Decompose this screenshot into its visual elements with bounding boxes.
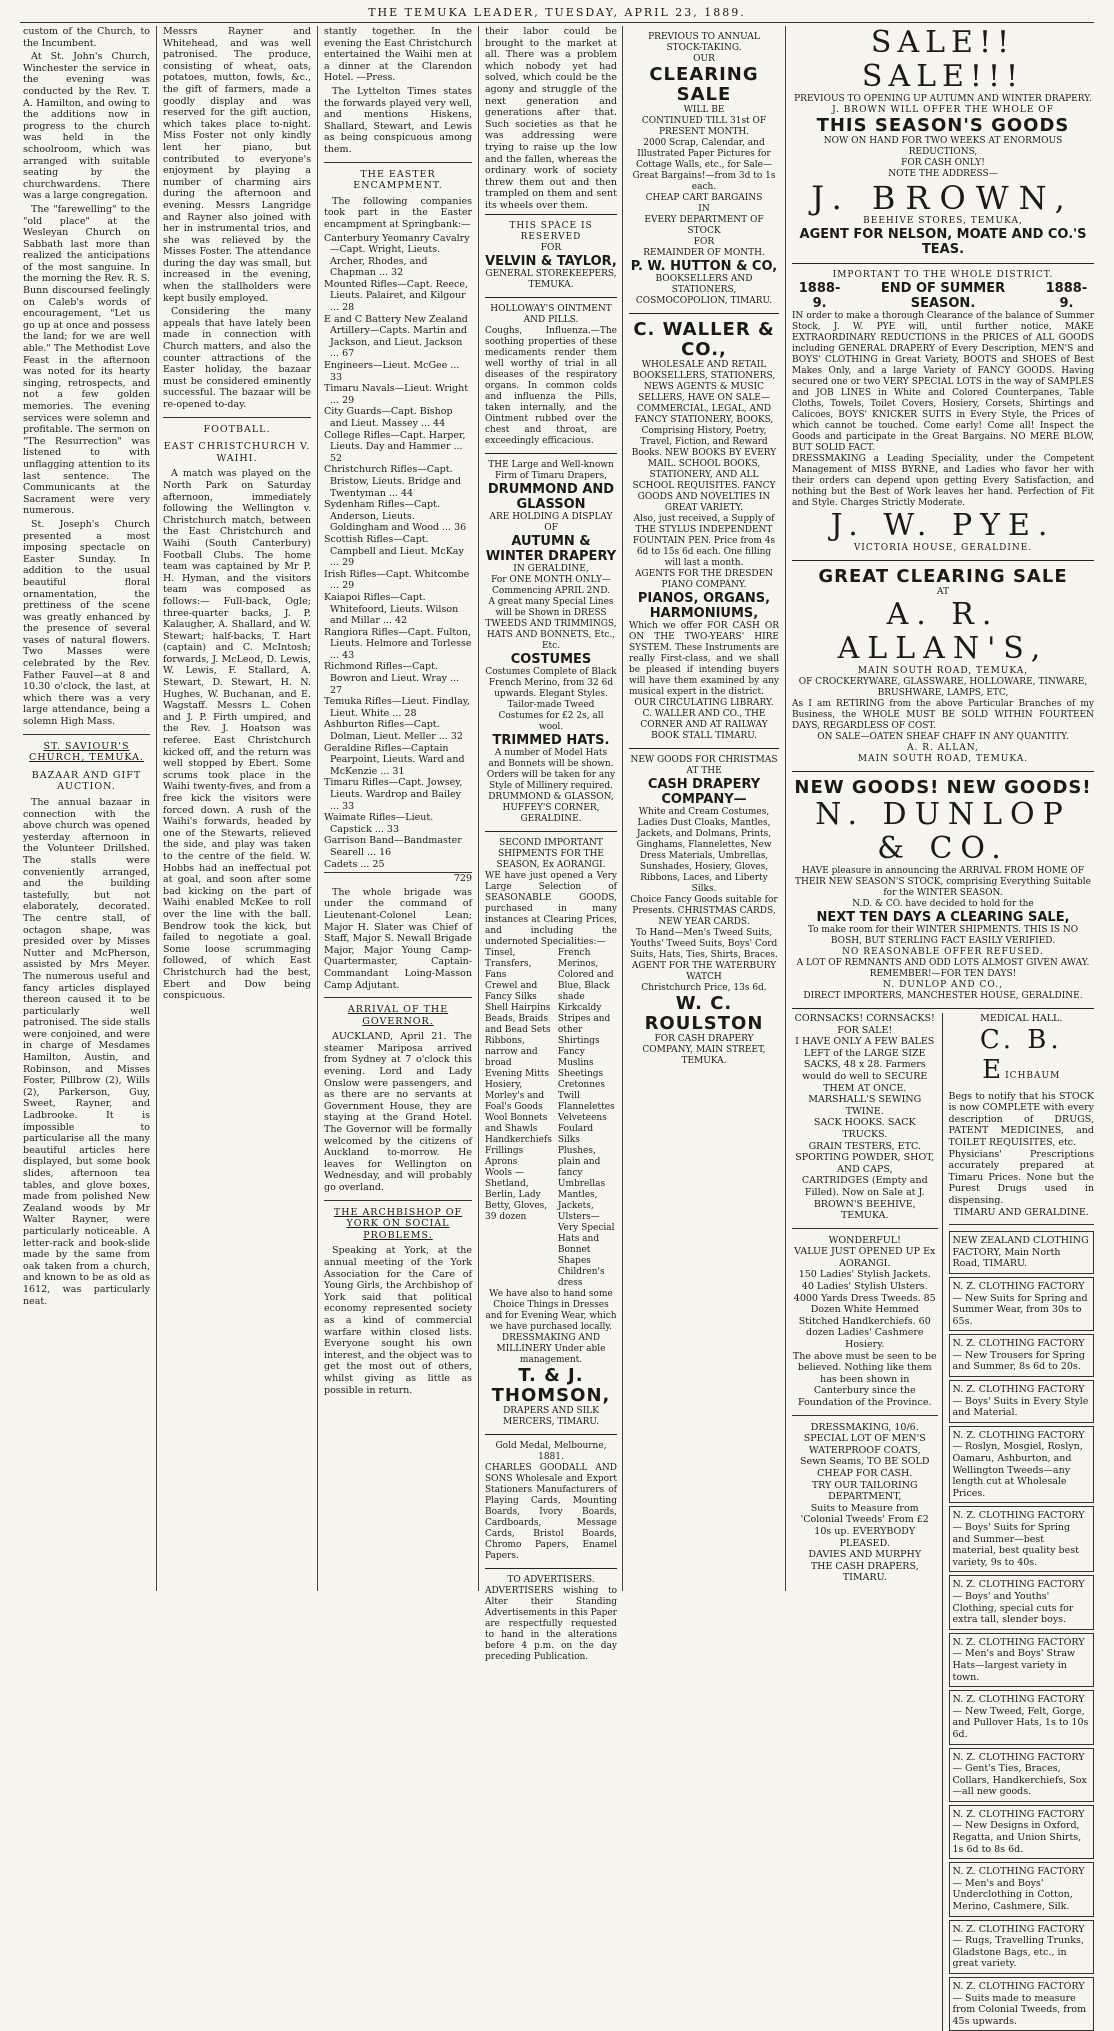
speciality-item: Hats and Bonnet Shapes (557, 1233, 600, 1266)
ad-line: MAIN SOUTH ROAD, TEMUKA, (857, 666, 1029, 676)
ad-line: DIRECT IMPORTERS, MANCHESTER HOUSE, GERALDINE. (803, 991, 1083, 1001)
ad-body: Physicians' Prescriptions accurately prepared at Timaru Prices. None but the Purest Drugs used in dispensing. (948, 1148, 1094, 1206)
speciality-item: Children's dress (557, 1266, 605, 1288)
ad-line: SECOND IMPORTANT SHIPMENTS FOR THE SEASON, Ex AORANGI. (496, 837, 606, 870)
advertisement-brown-sale (792, 26, 1094, 263)
column-rule (785, 26, 786, 1591)
ad-body: 2000 Scrap, Calendar, and Illustrated Paper Pictures for Cottage Walls, etc., for Sale—Great Bargains!—from 3d to 1s each. (632, 138, 776, 192)
ad-line: NO REASONABLE OFFER REFUSED. (842, 947, 1044, 957)
speciality-item: Foulard Silks (557, 1123, 594, 1145)
ad-line: J. BROWN WILL OFFER THE WHOLE OF (832, 105, 1054, 115)
speciality-item: Aprons (485, 1156, 518, 1167)
ad-headline: CORNSACKS! CORNSACKS! (794, 1013, 935, 1024)
paragraph: custom of the Church, to the Incumbent. (23, 26, 150, 49)
ad-line: DRESSMAKING AND MILLINERY Under able management. (496, 1332, 606, 1365)
article-headline: THE EASTER ENCAMPMENT. (353, 168, 443, 192)
ad-body: The above must be seen to be believed. Nothing like them has been shown in Canterbury since the Foundation of the Province. (792, 1350, 937, 1408)
ad-body: Begs to notify that his STOCK is now COMPLETE with every description of DRUGS, PATENT MEDICINES, and TOILET REQUISITES, etc. (948, 1090, 1094, 1148)
ad-line: PREVIOUS TO OPENING UP AUTUMN AND WINTER DRAPERY. (794, 94, 1092, 104)
ad-body: Choice Fancy Goods suitable for Presents. CHRISTMAS CARDS, NEW YEAR CARDS. (630, 895, 778, 927)
ad-firm-name: P. W. HUTTON & CO, (630, 259, 778, 274)
ad-line: Sewn Seams, TO BE SOLD CHEAP FOR CASH. (800, 1456, 930, 1479)
masthead: THE TEMUKA LEADER, TUESDAY, APRIL 23, 1889. (20, 6, 1094, 23)
unit-entry: Canterbury Yeomanry Cavalry—Capt. Wright, Lieuts. Archer, Rhodes, and Chapman ... 32 (324, 232, 470, 279)
list-item: N. Z. CLOTHING FACTORY— Rugs, Travelling Trunks, Gladstone Bags, etc., in great variety. (949, 1920, 1095, 1974)
ad-line: SPORTING POWDER, SHOT, AND CAPS, (795, 1152, 935, 1175)
ad-year: 1888-9. (1045, 281, 1088, 311)
ad-firm-name: J. BROWN, (811, 179, 1075, 217)
ad-headline: SALE!! SALE!!! (861, 25, 1025, 94)
specialities-list (485, 948, 617, 1289)
list-item: N. Z. CLOTHING FACTORY— New Designs in Oxford, Regatta, and Union Shirts, 1s 6d to 8s 6d. (949, 1805, 1095, 1859)
ad-body: Costumes Complete of Black French Merino, from 32 6d upwards. Elegant Styles. Tailor-made Tweed Costumes for £2 2s, all wool. (485, 666, 617, 732)
divider (324, 997, 472, 998)
paragraph: Messrs Rayner and Whitehead, and was well patronised. The produce, consisting of wheat, oats, potatoes, mutton, fowls, &c., the gift of farmers, made a goodly display and was reserved for the gift auction, which takes place to-night. Miss Foster not only kindly lent her piano, but contributed to everyone's enjoyment by playing a number of charming airs during the afternoon and evening. Messrs Langridge and Rayner also joined with her in instrumental trios, and she was relieved by the Misses Foster. The attendance during the day was small, but increased in the evening, when the stallholders were kept busily employed. (163, 26, 311, 304)
advertisement-allan (792, 560, 1094, 771)
unit-entry: Mounted Rifles—Capt. Reece, Lieuts. Palairet, and Kilgour ... 28 (324, 278, 468, 314)
speciality-item: Beads, Braids and Bead Sets (485, 1013, 551, 1035)
ad-line: GRAIN TESTERS, ETC. (808, 1140, 921, 1152)
ad-body: WE have just opened a Very Large Selection of SEASONABLE GOODS, purchased in many instances at Clearing Prices, and including the undernoted Specialities:— (485, 870, 617, 947)
ad-line: IMPORTANT TO THE WHOLE DISTRICT. (832, 270, 1054, 280)
ad-firm-name: J. W. PYE. (830, 508, 1056, 543)
paragraph: St. Joseph's Church presented a most imposing spectacle on Easter Sunday. In addition to the usual beautiful floral ornamentation, the prettiness of the scene was greatly enhanced by the presence of several vases of natural flowers. Two Masses were celebrated by the Rev. Father Fauvel—at 8 and 10.30 o'clock, the last, at which there was a very large attendance, being a solemn High Mass. (23, 518, 150, 728)
ad-headline: MEDICAL HALL. (980, 1013, 1063, 1024)
divider (163, 417, 311, 418)
ad-line: TRIMMED HATS. (492, 732, 610, 748)
ad-line: OUR (693, 54, 715, 64)
ad-headline: THIS SEASON'S GOODS (816, 115, 1070, 136)
list-item: N. Z. CLOTHING FACTORY— New Suits for Spring and Summer Wear, from 30s to 65s. (949, 1277, 1095, 1331)
unit-entry: Geraldine Rifles—Captain Pearpoint, Lieuts. Ward and McKenzie ... 31 (324, 742, 465, 777)
ad-headline: PIANOS, ORGANS, HARMONIUMS, (637, 591, 771, 621)
ad-body: 150 Ladies' Stylish Jackets. 40 Ladies' Stylish Ulsters. 4000 Yards Dress Tweeds. 85 Dozen White Hemmed Stitched Handkerchiefs. 60 dozen Ladies' Cashmere Hosiery. (793, 1269, 936, 1351)
ad-line: AGENTS FOR THE DRESDEN PIANO COMPANY. (634, 569, 774, 590)
ad-firm-name: W. C. ROULSTON (644, 993, 764, 1034)
speciality-item: Shell Hairpins (485, 1002, 551, 1013)
ad-body: Which we offer FOR CASH OR ON THE TWO-YEARS' HIRE SYSTEM. These Instruments are really First-class, and we shall be pleased if intending buyers will have them examined by any musical expert in the district. (629, 621, 779, 697)
divider (792, 1228, 938, 1229)
ad-line: SPECIAL LOT OF MEN'S WATERPROOF COATS, (803, 1433, 926, 1456)
ad-line: TRY OUR TAILORING DEPARTMENT, (811, 1479, 918, 1503)
ad-line: BEEHIVE STORES, TEMUKA, (863, 216, 1023, 226)
advertisement-thomson (485, 831, 617, 1434)
ad-line: WHOLESALE AND RETAIL BOOKSELLERS, STATIONERS, NEWS AGENTS & MUSIC SELLERS, HAVE ON SALE— (632, 360, 776, 403)
list-item: N. Z. CLOTHING FACTORY— Roslyn, Mosgiel, Roslyn, Oamaru, Ashburton, and Wellington Tweeds—any length cut at Wholesale Prices. (949, 1426, 1095, 1504)
column-2 (158, 26, 316, 1591)
speciality-item: Tinsel, Transfers, Fans (485, 947, 532, 980)
advertisement-clearing-sale (629, 26, 779, 313)
ad-headline-text: END OF SUMMER SEASON. (880, 281, 1006, 311)
ad-line: Suits to Measure from 'Colonial Tweeds' From £2 10s up. EVERYBODY PLEASED. (800, 1502, 929, 1549)
ad-line: DRAPERS AND SILK MERCERS, TIMARU. (502, 1405, 600, 1427)
ad-headline: CASH DRAPERY COMPANY— (647, 777, 761, 807)
nz-factory-list (949, 1231, 1095, 2031)
ad-body: We have also to hand some Choice Things in Dresses and for Evening Wear, which we have purchased locally. (485, 1288, 617, 1332)
unit-entry: College Rifles—Capt. Harper, Lieuts. Day and Hammer ... 52 (324, 429, 466, 464)
ad-headline: DRESSMAKING, 10/6. (810, 1421, 919, 1433)
bottom-left-ads (792, 1013, 943, 2031)
ad-body: COMMERCIAL, LEGAL, AND FANCY STATIONERY, BOOKS, Comprising History, Poetry, Travel, Fiction, and Reward Books. NEW BOOKS BY EVERY MAIL. SCHOOL BOOKS, STATIONERY, AND ALL SCHOOL REQUISITES. FANCY GOODS AND NOVELTIES IN GREAT VARIETY. (631, 404, 777, 513)
notice-advertisers (485, 1568, 617, 1669)
ad-line: VALUE JUST OPENED UP Ex AORANGI. (794, 1246, 936, 1269)
column-rule (156, 26, 157, 1591)
column-rule (478, 26, 479, 1591)
ad-line: THE Large and Well-known Firm of Timaru Drapers, (488, 459, 614, 481)
list-item: N. Z. CLOTHING FACTORY— New Tweed, Felt, Gorge, and Pullover Hats, 1s to 10s 6d. (949, 1690, 1095, 1744)
list-item: N. Z. CLOTHING FACTORY— Boys' and Youths' Clothing, special cuts for extra tall, slender boys. (949, 1575, 1095, 1629)
column-4 (480, 26, 622, 1662)
unit-entry: Ashburton Rifles—Capt. Dolman, Lieut. Meller ... 32 (324, 719, 463, 743)
unit-entry: Kaiapoi Rifles—Capt. Whitefoord, Lieuts. Wilson and Millar ... 42 (324, 591, 459, 627)
ad-line: IN (698, 204, 710, 214)
paragraph: The following companies took part in the Easter encampment at Springbank:— (324, 195, 472, 230)
ad-line: A LOT OF REMNANTS AND ODD LOTS ALMOST GIVEN AWAY. (796, 958, 1090, 968)
ad-line: FOR (693, 237, 715, 247)
speciality-item: Mantles, Jackets, Ulsters—Very Special (557, 1189, 615, 1233)
list-item: NEW ZEALAND CLOTHING FACTORY, Main North Road, TIMARU. (949, 1231, 1095, 1274)
ad-line: Christchurch Price, 13s 6d. (641, 983, 767, 993)
ad-line: FOR CASH DRAPERY COMPANY, MAIN STREET, TEMUKA. (642, 1034, 766, 1066)
ad-line: BOOKSELLERS AND STATIONERS, COSMOCOPOLION, TIMARU. (635, 274, 773, 306)
ad-line: TEMUKA. (528, 279, 574, 290)
paragraph: AUCKLAND, April 21. The steamer Mariposa arrived from Sydney at 7 o'clock this evening. Lord and Lady Onslow were passengers, and as there are no servants at Government House, they are staying at the Grand Hotel. The Governor will be formally welcomed by the citizens of Auckland to-morrow. He leaves for Wellington on Wednesday, and will probably go overland. (324, 1031, 472, 1193)
ad-line: WILL BE (683, 105, 725, 115)
ad-body: As I am RETIRING from the above Particular Branches of my Business, the WHOLE MUST BE SOLD WITHIN FOURTEEN DAYS, REGARDLESS OF COST. (792, 699, 1094, 731)
ad-line: OF CROCKERYWARE, GLASSWARE, HOLLOWARE, TINWARE, BRUSHWARE, LAMPS, ETC, (798, 677, 1088, 698)
speciality-item: Twill Flannelettes (557, 1090, 615, 1112)
speciality-item: Ribbons, narrow and broad (485, 1035, 538, 1068)
bottom-right-ads (949, 1013, 1095, 2031)
ad-body: To make room for their WINTER SHIPMENTS. THIS IS NO BOSH, BUT STERLING FACT EASILY VERIFIED. (807, 925, 1079, 946)
advertisement-dunlop (792, 771, 1094, 1008)
ad-signature: DRUMMOND & GLASSON, HUFFEY'S CORNER, GERALDINE. (488, 791, 614, 824)
ad-year: 1888-9. (798, 281, 841, 311)
ad-firm-name: T. & J. THOMSON, (491, 1364, 611, 1406)
ad-line: EVERY DEPARTMENT OF STOCK (644, 215, 764, 236)
paragraph: Speaking at York, at the annual meeting of the York Association for the Care of Young Girls, the Archbishop of York said that political economy represented society as a kind of commercial warfare within closed lists. Everyone sought his own interest, and the object was to get the most out of others, whilst giving as little as possible in return. (324, 1245, 472, 1396)
ad-headline (792, 281, 1094, 311)
unit-total: 729 (324, 872, 472, 885)
unit-entry: Cadets ... 25 (324, 858, 385, 870)
paragraph: The "farewelling" to the "old place" at the Wesleyan Church on Sabbath last more than realized the anticipations of the most sanguine. In the morning the Rev. R. S. Bunn discoursed feelingly on Caleb's words of encouragement, "Let us go up at once and possess the land; for we are well able." The Methodist Love Feast in the afternoon was noted for its hearty singing, retrospects, and not a few golden memories. The evening services were solemn and profitable. The sermon on "The Resurrection" was listened to with unflagging attention to its last sentence. The Communicants at the Sacrament were very numerous. (23, 203, 150, 517)
ad-line: ARE HOLDING A DISPLAY OF (489, 511, 613, 533)
unit-entry: Garrison Band—Bandmaster Searell ... 16 (324, 835, 462, 858)
ad-line: NOW ON HAND FOR TWO WEEKS AT ENORMOUS REDUCTIONS, (823, 136, 1063, 157)
advertisement-waller (629, 313, 779, 748)
ad-body: White and Cream Costumes, Ladies Dust Cloaks, Mantles, Jackets, and Dolmans, Prints, Ginghams, Flannelettes, New Dress Materials, Umbrellas, Sunshades, Hosiery, Gloves, Ribbons, Laces, and Liberty Silks. (636, 807, 772, 894)
ad-line: N. DUNLOP AND CO., (883, 980, 1003, 990)
ad-line: ON SALE—OATEN SHEAF CHAFF IN ANY QUANTITY. (817, 732, 1069, 742)
list-item: N. Z. CLOTHING FACTORY— Men's and Boys' Straw Hats—largest variety in town. (949, 1633, 1095, 1687)
ad-line: NEW GOODS FOR CHRISTMAS AT THE (630, 755, 778, 776)
paragraph: The whole brigade was under the command of Lieutenant-Colonel Lean; Major H. Slater was Chief of Staff, Major S. Newall Brigade Major, Major Young Camp-Quartermaster, Captain-Commandant Loing-Masson Camp Adjutant. (324, 886, 472, 991)
ad-title: TO ADVERTISERS. (507, 1574, 595, 1585)
ad-line: TIMARU AND GERALDINE. (953, 1206, 1089, 1218)
ad-firm-name: N. DUNLOP & CO. (815, 797, 1071, 866)
ad-line: OUR CIRCULATING LIBRARY. (634, 698, 774, 708)
speciality-item: Wools — Shetland, Berlin, Lady Betty, Gloves, 39 dozen (485, 1167, 548, 1222)
unit-entry: Richmond Rifles—Capt. Bowron and Lieut. Wray ... 27 (324, 661, 460, 696)
list-item: N. Z. CLOTHING FACTORY— New Trousers for Spring and Summer, 8s 6d to 20s. (949, 1334, 1095, 1377)
ad-line: AGENT FOR NELSON, MOATE AND CO.'S TEAS. (799, 227, 1087, 257)
speciality-item: Kirkcaldy Stripes and other Shirtings (557, 1002, 611, 1046)
divider (324, 1200, 472, 1201)
ad-line: CONTINUED TILL 31st OF PRESENT MONTH. (641, 116, 767, 137)
unit-entry: Engineers—Lieut. McGee ... 33 (324, 360, 460, 383)
article-headline: ARRIVAL OF THE GOVERNOR. (347, 1004, 449, 1027)
ad-line: Gold Medal, Melbourne, 1881. (495, 1440, 607, 1462)
ad-firm-name: A. R. ALLAN'S, (837, 597, 1049, 666)
ad-line: VELVIN & TAYLOR, (485, 253, 617, 269)
ad-firm-name (949, 1025, 1095, 1091)
ad-line: NOTE THE ADDRESS— (888, 169, 998, 179)
ad-title: HOLLOWAY'S OINTMENT AND PILLS. (490, 303, 612, 325)
unit-entry: Timaru Rifles—Capt. Jowsey, Lieuts. Wardrop and Bailey ... 33 (324, 777, 463, 812)
unit-entry: E and C Battery New Zealand Artillery—Capts. Martin and Jackson, and Lieut. Jackson ... 67 (324, 313, 468, 360)
advertisement-holloway (485, 297, 617, 453)
column-5 (624, 26, 784, 1591)
ad-body: Coughs, Influenza.—The soothing properties of these medicaments render them well worthy of trial in all diseases of the respiratory organs. In common colds and influenza the Pills, taken internally, and the Ointment rubbed over the chest and throat, are exceedingly efficacious. (485, 325, 617, 446)
ad-line: REMAINDER OF MONTH. (643, 248, 765, 258)
ad-body: IN order to make a thorough Clearance of the balance of Summer Stock, J. W. PYE will, until further notice, MAKE EXTRAORDINARY REDUCTIONS in the PRICES of ALL GOODS including GENERAL DRAPERY of Every Description, MEN'S and BOYS' CLOTHING in Great Variety, BOOTS and SHOES of Best Makes Only, and a large Variety of FANCY GOODS. Having secured one or two VERY SPECIAL LOTS in the way of SAMPLES and JOB LINES in White and Colored Counterpanes, Table Cloths, Towels, Toilet Covers, Hosiery, Corsets, Shirtings and Calicoes, BOYS' KNICKER SUITS in Every Style, the Prices of which cannot be touched. Come early! Come all! Inspect the Goods and participate in the Great Bargains. NO MERE BLOW, BUT SOLID FACT. (792, 311, 1094, 453)
column-rule (317, 26, 318, 1591)
speciality-item: Umbrellas (557, 1178, 606, 1189)
speciality-item: Evening Mitts (485, 1068, 550, 1079)
list-item: N. Z. CLOTHING FACTORY— Men's and Boys' Underclothing in Cotton, Merino, Cashmere, Silk. (949, 1862, 1095, 1916)
paragraph: Considering the many appeals that have lately been made in connection with Church matters, and also the counter attractions of the Easter holiday, the bazaar must be considered eminently successful. The bazaar will be re-opened to-day. (163, 306, 311, 410)
speciality-item: French Merinos, Colored and Blue, Black shade (557, 947, 614, 1002)
paragraph: A match was played on the North Park on Saturday afternoon, immediately following the Wellington v. Christchurch match, between the East Christchurch and Waihi (South Canterbury) Football Clubs. The home team was captained by Mr P. H. Hyman, and the visitors team was composed as follows:— Full-back, Ogle; three-quarter backs, J. P. Kalaugher, A. Shallard, and W. Stewart; half-backs, T. Hart (captain) and C. McIntosh; forwards, J. McLeod, D. Lewis, W. Lewis, F. Stallard, A. Stewart, D. Stewart, H. N. Hughes, W. Buchanan, and E. Wagstaff. Messrs L. Cohen and J. P. Firth umpired, and the Rev. J. Hoatson was referee. East Christchurch kicked off, and the return was well stopped by Ebert. Some scrums took place in the Waihi twenty-fives, and from a free kick the visitors were forced down. A rush of the Waihi's forwards, headed by one of the Stewarts, relieved the side, and play was taken to the centre of the field. W. Hobbs had an ineffectual pot at goal, and soon after some bad kicking on the part of Waihi enabled McKee to roll over the line with the ball. Bendrow took the kick, but failed to negotiate a goal. Some loose scrummaging followed, of which East Christchurch had the best, Ebert and Dow being conspicuous. (163, 468, 311, 1002)
column-3 (319, 26, 477, 1591)
advertisement-drummond-glasson (485, 453, 617, 831)
ad-line: MAIN SOUTH ROAD, TEMUKA. (857, 754, 1029, 764)
list-item: N. Z. CLOTHING FACTORY— Suits made to measure from Colonial Tweeds, from 45s upwards. (949, 1977, 1095, 2031)
speciality-item: Fancy Muslins (557, 1046, 594, 1068)
divider (23, 734, 150, 735)
speciality-item: Velveteens (557, 1112, 607, 1123)
divider (324, 162, 472, 163)
ad-line: THIS SPACE IS RESERVED (509, 220, 593, 242)
ad-body: Also, just received, a Supply of THE STYLUS INDEPENDENT FOUNTAIN PEN. Price from 4s 6d to 15s 6d each. One filling will last a month. (632, 514, 776, 568)
article-headline: THE ARCHBISHOP OF YORK ON SOCIAL PROBLEMS. (333, 1206, 463, 1241)
speciality-item: Hosiery, Morley's and Foal's Goods (485, 1079, 545, 1112)
paragraph: The Lyttelton Times states the forwards played very well, and mentions Hiskens, Shallard, Stewart, and Lewis as being conspicuous among them. (324, 85, 472, 155)
speciality-item: Cretonnes (557, 1079, 605, 1090)
ad-line: C. WALLER AND CO., THE CORNER AND AT RAILWAY BOOK STALL TIMARU. (640, 709, 768, 741)
unit-entry: Timaru Navals—Lieut. Wright ... 29 (324, 383, 469, 406)
ad-body: I HAVE ONLY A FEW BALES LEFT of the LARGE SIZE SACKS, 48 x 28. Farmers would do well to SECURE THEM AT ONCE. (795, 1036, 935, 1094)
ad-body: DRESSMAKING a Leading Speciality, under the Competent Management of MISS BYRNE, and Ladies who favor her with their orders can depend upon getting Every Satisfaction, and nothing but the Best of Work leaves her hand. Perfection of Fit and Style. Charges Strictly Moderate. (792, 454, 1094, 508)
ad-line: IN GERALDINE, (513, 563, 589, 574)
list-item: N. Z. CLOTHING FACTORY— Gent's Ties, Braces, Collars, Handkerchiefs, Sox—all new goods. (949, 1748, 1095, 1802)
ad-line: FOR SALE! (837, 1024, 893, 1036)
ad-line: A. R. ALLAN, (907, 743, 979, 753)
list-item: N. Z. CLOTHING FACTORY— Boys' Suits in Every Style and Material. (949, 1380, 1095, 1423)
ad-line: AGENT FOR THE WATERBURY WATCH (631, 961, 777, 982)
column-6 (787, 25, 1099, 2027)
unit-entry: Sydenham Rifles—Capt. Anderson, Lieuts. Goldingham and Wood ... 36 (324, 499, 467, 534)
ad-headline: NEW GOODS! NEW GOODS! (794, 777, 1092, 798)
ad-line: FOR (540, 242, 562, 253)
unit-entry: Rangiora Rifles—Capt. Fulton, Lieuts. Helmore and Torlesse ... 43 (324, 626, 472, 661)
paragraph: their labor could be brought to the market at all. There was a problem which nobody yet had solved, which could be the agony and struggle of the next generation and generations after that. Such societies as that he was addressing were trying to raise up the low and the fallen, whereas the ordinary work of society threw them out and then trampled on them and sent its wheels over them. (485, 26, 617, 211)
unit-entry: Irish Rifles—Capt. Whitcombe ... 29 (324, 568, 470, 592)
ad-line: For ONE MONTH ONLY—Commencing APRIL 2ND. (491, 574, 611, 596)
speciality-item: Plushes, plain and fancy (557, 1145, 601, 1178)
unit-entry: Christchurch Rifles—Capt. Bristow, Lieuts. Bridge and Twentyman ... 44 (324, 464, 462, 499)
article-headline: ST. SAVIOUR'S CHURCH, TEMUKA. (29, 740, 144, 764)
list-item: N. Z. CLOTHING FACTORY— Boys' Suits for Spring and Summer—best material, best quality best variety, 9s to 40s. (949, 1506, 1095, 1572)
bottom-ads (792, 1008, 1094, 2031)
ad-line: THE CASH DRAPERS, TIMARU. (810, 1560, 919, 1584)
speciality-item: Handkerchiefs (485, 1134, 552, 1145)
ad-line: AT (936, 587, 949, 597)
column-rule (622, 26, 623, 1591)
column-1 (18, 26, 155, 1591)
advertisement-pye (792, 263, 1094, 560)
ad-body: HAVE pleasure in announcing the ARRIVAL FROM HOME OF THEIR NEW SEASON'S STOCK, comprising Everything Suitable for the WINTER SEASON. (795, 866, 1091, 898)
unit-entry: Scottish Rifles—Capt. Campbell and Lieut. McKay ... 29 (324, 533, 464, 569)
ad-firm-name: C. WALLER & CO., (633, 319, 775, 360)
advertisement-velvin-taylor (485, 214, 617, 297)
ad-line: PREVIOUS TO ANNUAL STOCK-TAKING. (648, 32, 760, 53)
ad-line: FOR CASH ONLY! (901, 158, 985, 168)
ad-line: CHEAP CART BARGAINS (645, 193, 763, 203)
ad-headline: WONDERFUL! (828, 1234, 901, 1246)
article-subheadline: EAST CHRISTCHURCH V. WAIHI. (163, 441, 311, 464)
speciality-item: Frillings (485, 1145, 524, 1156)
ad-body: A great many Special Lines will be Shown in DRESS TWEEDS AND TRIMMINGS, HATS AND BONNETS, Etc., Etc. (485, 596, 617, 651)
unit-entry: Temuka Rifles—Lieut. Findlay, Lieut. White ... 28 (324, 696, 470, 719)
divider (792, 1415, 938, 1416)
paragraph: At St. John's Church, Winchester the service in the evening was conducted by the Rev. T. A. Hamilton, and owing to the additions now in progress to the church was held in the schoolroom, which was arranged with suitable seating by the churchwardens. There was a large congregation. (23, 51, 150, 202)
ad-line: SACK HOOKS. SACK TRUCKS. (813, 1117, 916, 1140)
ad-body: CHARLES GOODALL AND SONS Wholesale and Export Stationers Manufacturers of Playing Cards, Mounting Boards, Ivory Boards, Cardboards, Message Cards, Bristol Boards, Chromo Papers, Enamel Papers. (485, 1462, 617, 1561)
ad-firm-name: DAVIES AND MURPHY (808, 1549, 922, 1561)
advertisement-goodall (485, 1434, 617, 1568)
ad-headline: GREAT CLEARING SALE (818, 566, 1068, 587)
ad-body: A number of Model Hats and Bonnets will be shown. Orders will be taken for any Style of Millinery required. (486, 747, 616, 791)
ad-firm-initials: C. B. E (979, 1024, 1063, 1085)
article-headline: FOOTBALL. (203, 423, 271, 435)
ad-body: ADVERTISERS wishing to Alter their Standing Advertisements in this Paper are respectfully requested to hand in the alterations before 4 p.m. on the day preceding Publication. (485, 1585, 617, 1662)
speciality-item: Wool Bonnets and Shawls (485, 1112, 548, 1134)
speciality-item: Crewel and Fancy Silks (485, 980, 538, 1002)
ad-body: To Hand—Men's Tweed Suits, Youths' Tweed Suits, Boys' Cord Suits, Hats, Ties, Shirts, Braces. (630, 928, 778, 960)
ad-line: GENERAL STOREKEEPERS, (485, 268, 617, 279)
ad-line: CARTRIDGES (Empty and Filled). Now on Sale at J. BROWN'S BEEHIVE, TEMUKA. (801, 1175, 928, 1222)
ad-line: COSTUMES (510, 651, 592, 667)
paragraph: stantly together. In the evening the East Christchurch entertained the Waihi men at a dinner at the Clarendon Hotel. —Press. (324, 26, 472, 84)
ad-line: VICTORIA HOUSE, GERALDINE. (853, 543, 1033, 553)
ad-line: REMEMBER!—FOR TEN DAYS! (869, 969, 1017, 979)
ad-headline: CLEARING SALE (649, 64, 759, 105)
paragraph: The annual bazaar in connection with the above church was opened yesterday afternoon in the Volunteer Drillshed. The stalls were conveniently arranged, and the building tastefully, but not elaborately, decorated. The centre stall, of octagon shape, was presided over by Misses Nutter and McPherson, assisted by Mrs Meyer. The numerous useful and fancy articles displayed thereon caused it to be particularly well patronised. The side stalls were conjoined, and were in charge of Mesdames Hamilton, Austin, and Robinson, and Misses Foster, Pillbrow (2), Wills (2), Parkerson, Guy, Sweet, Rayner, and Ladbrooke. It is impossible to particularise all the many beautiful articles here displayed, but some book slides, afternoon tea tables, and glove boxes, made from polished New Zealand woods by Mr Walter Rayner, were particularly noticeable. A letter-rack and book-slide made by the same from oak taken from a church, and known to be as old as 1612, was particularly neat. (23, 797, 150, 1307)
divider (949, 1224, 1095, 1225)
ad-line: DRUMMOND AND GLASSON (487, 481, 615, 512)
ad-line: N.D. & CO. have decided to hold for the (852, 899, 1034, 909)
article-subheadline: BAZAAR AND GIFT AUCTION. (31, 769, 142, 793)
speciality-item: Sheetings (557, 1068, 604, 1079)
ad-firm-surname: ICHBAUM (1005, 1070, 1061, 1081)
advertisement-cash-drapery (629, 748, 779, 1073)
ad-headline: NEXT TEN DAYS A CLEARING SALE, (816, 910, 1070, 925)
unit-list (324, 233, 472, 871)
ad-line: AUTUMN & WINTER DRAPERY (485, 533, 617, 564)
ad-line: MARSHALL'S SEWING TWINE. (808, 1094, 922, 1117)
unit-entry: Waimate Rifles—Lieut. Capstick ... 33 (324, 812, 434, 835)
unit-entry: City Guards—Capt. Bishop and Lieut. Massey ... 44 (324, 406, 453, 429)
